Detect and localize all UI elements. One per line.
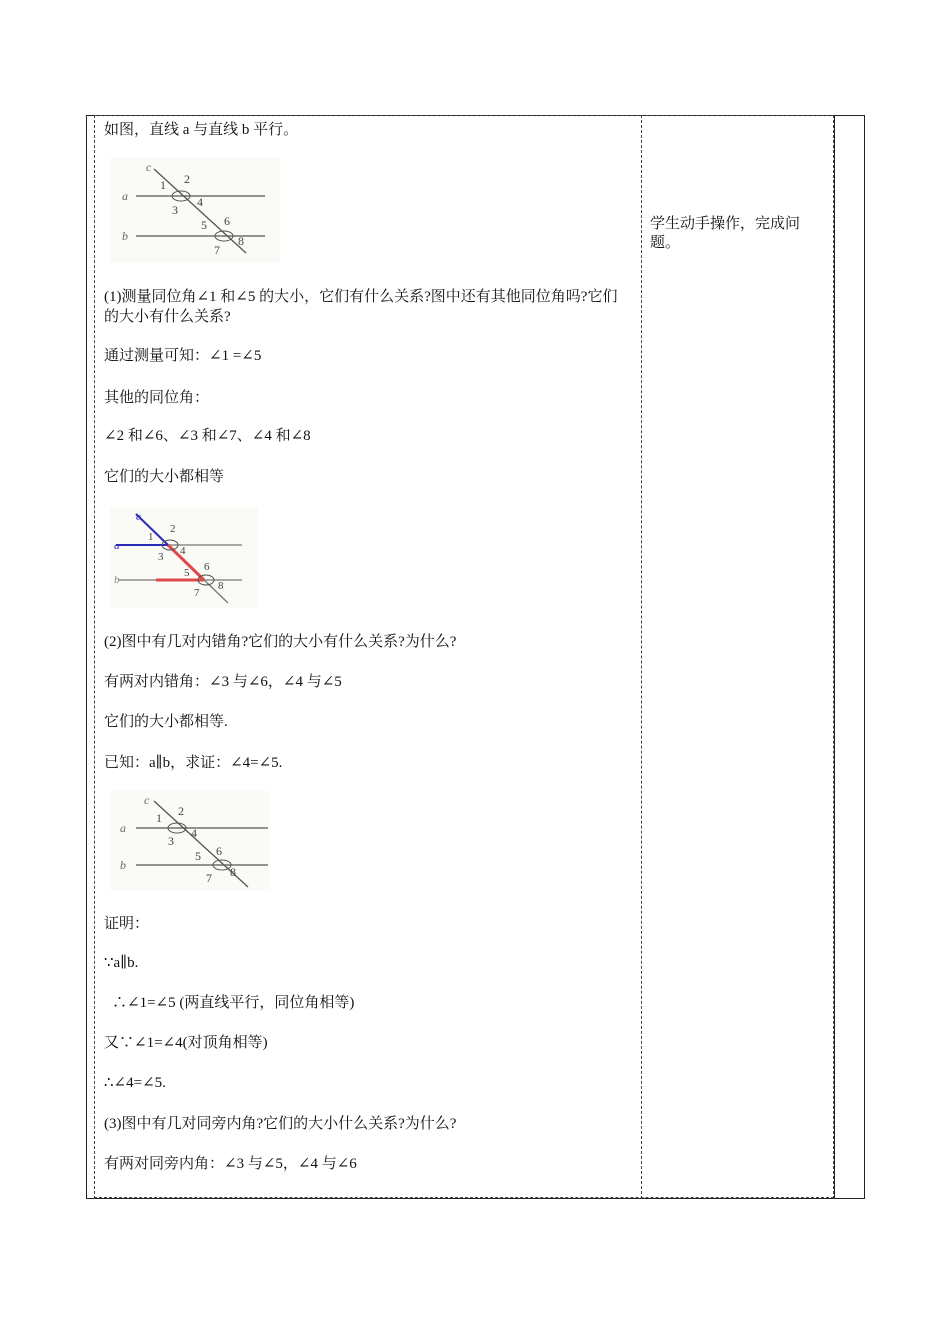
question-2: (2)图中有几对内错角?它们的大小有什么关系?为什么?	[104, 634, 457, 650]
angle-2-2: 2	[170, 523, 176, 535]
label-b: b	[122, 229, 128, 243]
row-bottom-border	[94, 1197, 834, 1198]
angle-3-2: 3	[158, 551, 164, 563]
proof-label: 证明：	[104, 916, 150, 932]
label-b-2: b	[114, 574, 120, 586]
angle-5-3: 5	[195, 849, 201, 863]
proof-step-1: ∵a∥b.	[104, 955, 139, 971]
proof-step-2: ∴∠1=∠5 (两直线平行，同位角相等)	[112, 995, 355, 1011]
other-corresponding-list: ∠2 和∠6、∠3 和∠7、∠4 和∠8	[104, 428, 311, 444]
parallel-lines-figure-3	[110, 791, 270, 891]
angle-4: 4	[197, 195, 203, 209]
angle-5-2: 5	[184, 567, 190, 579]
angle-8-2: 8	[218, 580, 224, 592]
equal-statement-2: 它们的大小都相等.	[104, 714, 228, 730]
proof-step-3: 又∵∠1=∠4(对顶角相等)	[104, 1035, 268, 1051]
equal-statement: 它们的大小都相等	[104, 469, 225, 485]
angle-7-3: 7	[206, 871, 212, 885]
angle-6: 6	[224, 214, 230, 228]
label-c-3: c	[144, 793, 150, 807]
angle-5: 5	[201, 218, 207, 232]
label-c-2: c	[136, 511, 141, 523]
parallel-lines-figure-2	[110, 508, 258, 608]
angle-1-2: 1	[148, 531, 154, 543]
label-a: a	[122, 189, 128, 203]
angle-6-2: 6	[204, 561, 210, 573]
intro-text: 如图，直线 a 与直线 b 平行。	[104, 122, 299, 138]
alternate-angles-answer: 有两对内错角：∠3 与∠6，∠4 与∠5	[104, 674, 342, 690]
angle-7: 7	[214, 243, 220, 257]
angle-1-3: 1	[156, 811, 162, 825]
label-c: c	[146, 160, 152, 174]
angle-7-2: 7	[194, 587, 200, 599]
question-1: (1)测量同位角∠1 和∠5 的大小，它们有什么关系?图中还有其他同位角吗?它们的大小有什么关系?	[104, 289, 618, 325]
label-b-3: b	[120, 858, 126, 872]
angle-8: 8	[238, 234, 244, 248]
angle-2: 2	[184, 172, 190, 186]
column-divider	[641, 115, 642, 1199]
angle-6-3: 6	[216, 844, 222, 858]
proof-step-4: ∴∠4=∠5.	[104, 1075, 166, 1091]
angle-4-3: 4	[191, 826, 197, 840]
angle-3: 3	[172, 203, 178, 217]
co-interior-angles-answer: 有两对同旁内角：∠3 与∠5，∠4 与∠6	[104, 1156, 357, 1172]
measure-result: 通过测量可知：∠1 =∠5	[104, 348, 262, 364]
angle-8-3: 8	[230, 865, 236, 879]
other-corresponding-label: 其他的同位角：	[104, 390, 210, 406]
angle-1: 1	[160, 178, 166, 192]
parallel-lines-figure-1	[110, 157, 280, 263]
student-activity-note: 学生动手操作，完成问题。	[650, 216, 801, 251]
angle-3-3: 3	[168, 834, 174, 848]
label-a-3: a	[120, 821, 126, 835]
label-a-2: a	[114, 540, 120, 552]
angle-2-3: 2	[178, 804, 184, 818]
angle-4-2: 4	[180, 545, 186, 557]
given-statement: 已知：a∥b，求证：∠4=∠5.	[104, 755, 283, 771]
question-3: (3)图中有几对同旁内角?它们的大小什么关系?为什么?	[104, 1116, 457, 1132]
column-divider-right	[834, 115, 835, 1199]
